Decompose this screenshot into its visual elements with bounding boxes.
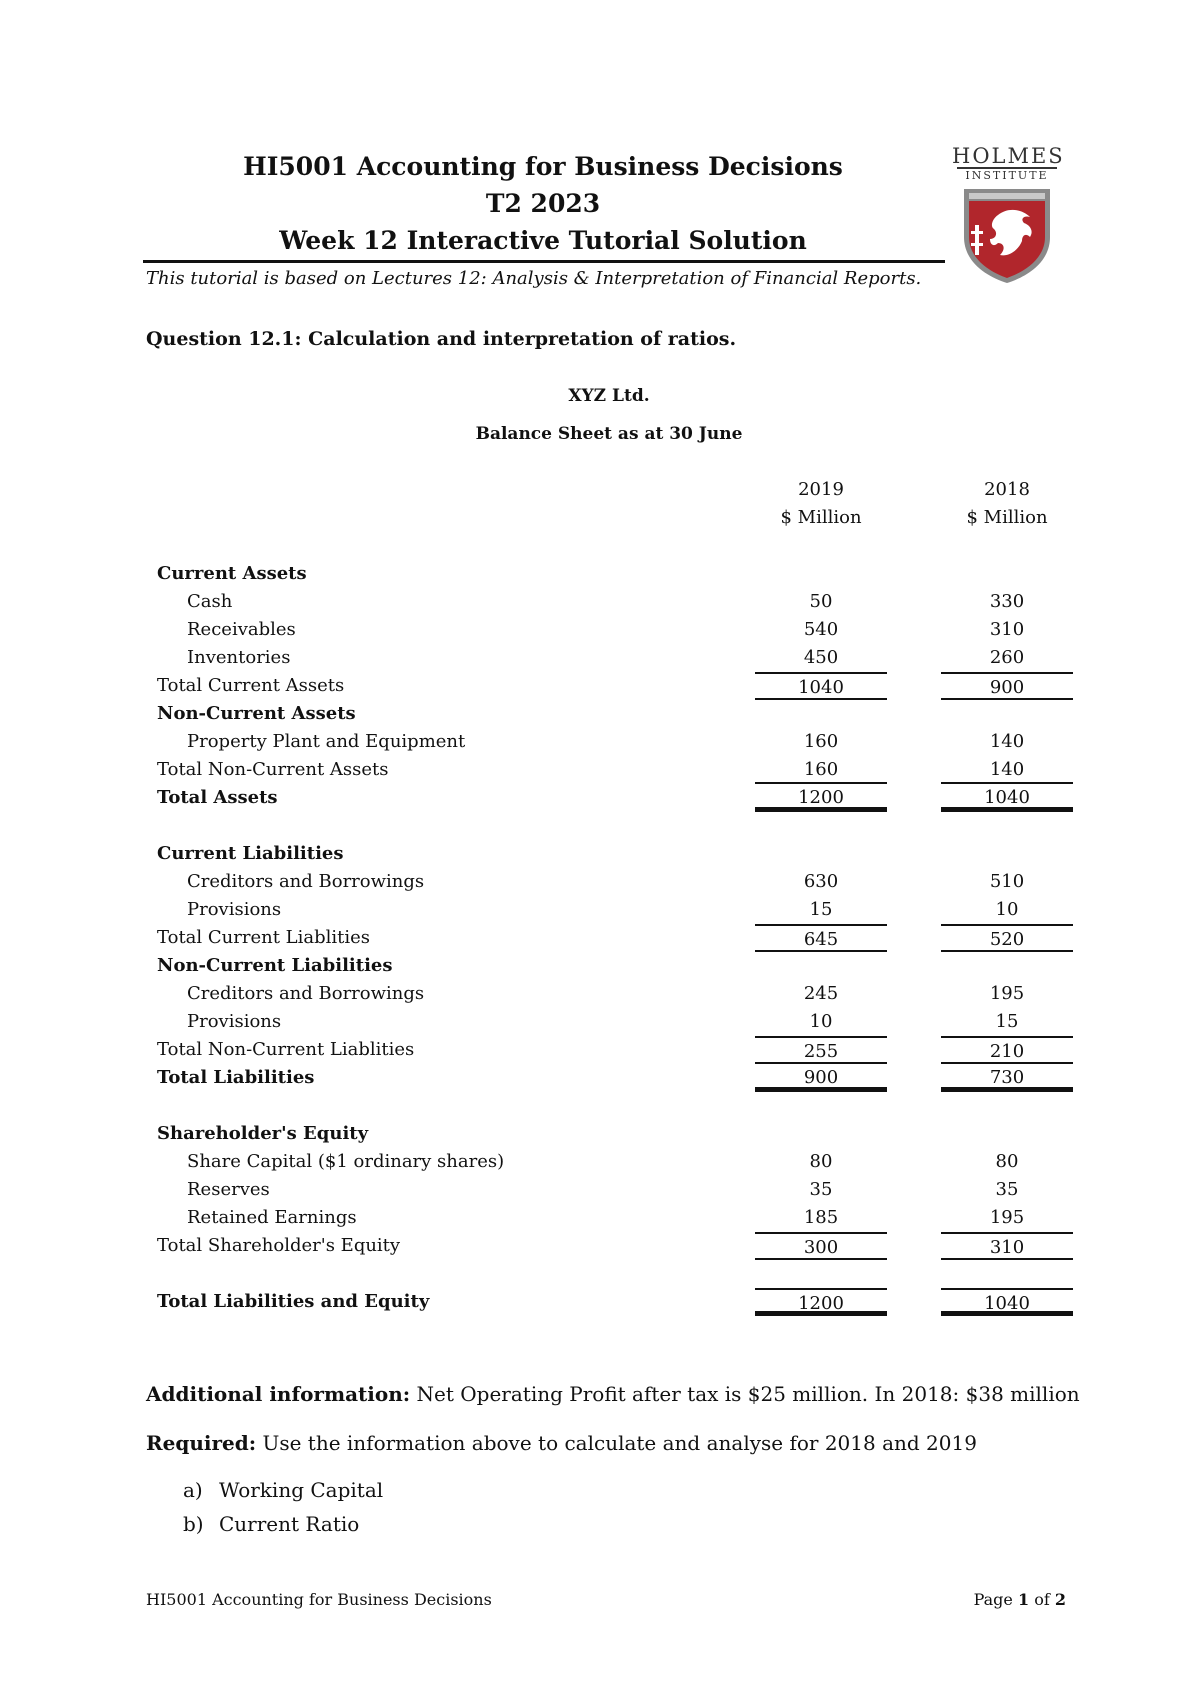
table-row bbox=[157, 1120, 1087, 1148]
column-header-unit bbox=[157, 504, 1087, 532]
holmes-logo bbox=[952, 144, 1065, 285]
table-row bbox=[157, 1148, 1087, 1176]
requirement-list bbox=[183, 1473, 383, 1541]
section-heading: Current Assets bbox=[157, 563, 307, 584]
table-row bbox=[157, 868, 1087, 896]
cell-2018: 195 bbox=[989, 983, 1025, 1004]
page-word: Page bbox=[973, 1590, 1018, 1609]
row-label: Total Current Assets bbox=[157, 675, 345, 696]
logo-name: HOLMES bbox=[952, 144, 1065, 168]
table-row bbox=[157, 896, 1087, 924]
table-row bbox=[157, 1008, 1087, 1036]
cell-2019: 300 bbox=[755, 1232, 887, 1260]
list-marker: b) bbox=[183, 1512, 204, 1536]
column-header-year bbox=[157, 476, 1087, 504]
row-label: Total Current Liablities bbox=[157, 927, 371, 948]
row-label: Total Shareholder's Equity bbox=[157, 1235, 401, 1256]
cell-2019: 450 bbox=[803, 647, 839, 668]
balance-sheet-table bbox=[157, 476, 1087, 1316]
company-name: XYZ Ltd. bbox=[568, 386, 650, 406]
cell-2018: 15 bbox=[995, 1011, 1019, 1032]
table-row bbox=[157, 1288, 1087, 1316]
table-row bbox=[157, 1064, 1087, 1092]
term-title: T2 2023 bbox=[485, 189, 601, 218]
cell-2019: 160 bbox=[803, 731, 839, 752]
row-label: Provisions bbox=[187, 899, 282, 920]
section-heading: Non-Current Assets bbox=[157, 703, 356, 724]
row-label: Total Liabilities and Equity bbox=[157, 1291, 430, 1312]
question-heading: Question 12.1: Calculation and interpretation of ratios. bbox=[146, 328, 737, 350]
cell-2018: 195 bbox=[989, 1207, 1025, 1228]
table-row bbox=[157, 728, 1087, 756]
table-row bbox=[157, 588, 1087, 616]
cell-2019: 185 bbox=[803, 1207, 839, 1228]
col-year-2019: 2019 bbox=[798, 479, 844, 500]
table-row bbox=[157, 980, 1087, 1008]
page-number bbox=[974, 1590, 1066, 1609]
cell-2018: 730 bbox=[941, 1064, 1073, 1092]
table-row bbox=[157, 616, 1087, 644]
row-label: Creditors and Borrowings bbox=[187, 983, 425, 1004]
cell-2018: 1040 bbox=[941, 784, 1073, 812]
shield-icon bbox=[960, 185, 1054, 285]
row-label: Total Liabilities bbox=[157, 1067, 315, 1088]
cell-2019: 80 bbox=[809, 1151, 833, 1172]
list-marker: a) bbox=[183, 1478, 203, 1502]
required-statement bbox=[146, 1431, 977, 1455]
cell-2018: 210 bbox=[941, 1036, 1073, 1064]
row-label: Property Plant and Equipment bbox=[187, 731, 466, 752]
table-row bbox=[157, 756, 1087, 784]
cell-2018: 330 bbox=[989, 591, 1025, 612]
tutorial-subtitle: This tutorial is based on Lectures 12: Analysis & Interpretation of Financial Reports. bbox=[146, 268, 922, 289]
row-label: Cash bbox=[187, 591, 233, 612]
table-row bbox=[157, 1232, 1087, 1260]
row-label: Reserves bbox=[187, 1179, 270, 1200]
list-item bbox=[183, 1507, 383, 1541]
cell-2018: 80 bbox=[995, 1151, 1019, 1172]
title-rule bbox=[143, 260, 945, 263]
list-text: Current Ratio bbox=[219, 1512, 360, 1536]
additional-text: Net Operating Profit after tax is $25 million. In 2018: $38 million bbox=[410, 1382, 1080, 1406]
cell-2019: 900 bbox=[755, 1064, 887, 1092]
table-row bbox=[157, 700, 1087, 728]
cell-2018: 35 bbox=[995, 1179, 1019, 1200]
cell-2018: 310 bbox=[989, 619, 1025, 640]
table-row bbox=[157, 560, 1087, 588]
cell-2019: 1200 bbox=[755, 784, 887, 812]
table-row bbox=[157, 840, 1087, 868]
list-item bbox=[183, 1473, 383, 1507]
week-title: Week 12 Interactive Tutorial Solution bbox=[279, 226, 807, 255]
cell-2019: 645 bbox=[755, 924, 887, 952]
cell-2018: 140 bbox=[941, 756, 1073, 784]
cell-2018: 900 bbox=[941, 672, 1073, 700]
cell-2018: 310 bbox=[941, 1232, 1073, 1260]
table-row bbox=[157, 1204, 1087, 1232]
additional-information bbox=[146, 1382, 1080, 1406]
total-pages: 2 bbox=[1054, 1590, 1066, 1609]
cell-2019: 35 bbox=[809, 1179, 833, 1200]
section-heading: Shareholder's Equity bbox=[157, 1123, 369, 1144]
cell-2019: 1200 bbox=[755, 1288, 887, 1316]
col-unit-2018: $ Million bbox=[966, 507, 1048, 528]
row-label: Total Assets bbox=[157, 787, 278, 808]
cell-2018: 10 bbox=[995, 899, 1019, 920]
cell-2019: 50 bbox=[809, 591, 833, 612]
list-text: Working Capital bbox=[219, 1478, 384, 1502]
row-label: Total Non-Current Liablities bbox=[157, 1039, 415, 1060]
row-label: Provisions bbox=[187, 1011, 282, 1032]
section-heading: Non-Current Liabilities bbox=[157, 955, 393, 976]
additional-label: Additional information: bbox=[146, 1382, 411, 1406]
cell-2019: 10 bbox=[809, 1011, 833, 1032]
cell-2018: 140 bbox=[989, 731, 1025, 752]
row-label: Share Capital ($1 ordinary shares) bbox=[187, 1151, 505, 1172]
row-label: Retained Earnings bbox=[187, 1207, 357, 1228]
footer-course: HI5001 Accounting for Business Decisions bbox=[146, 1590, 492, 1609]
section-heading: Current Liabilities bbox=[157, 843, 344, 864]
cell-2018: 510 bbox=[989, 871, 1025, 892]
table-row bbox=[157, 924, 1087, 952]
row-label: Inventories bbox=[187, 647, 291, 668]
cell-2018: 260 bbox=[989, 647, 1025, 668]
document-title bbox=[143, 148, 943, 259]
col-unit-2019: $ Million bbox=[780, 507, 862, 528]
required-label: Required: bbox=[146, 1431, 257, 1455]
of-word: of bbox=[1029, 1590, 1055, 1609]
required-text: Use the information above to calculate and analyse for 2018 and 2019 bbox=[256, 1431, 977, 1455]
cell-2019: 160 bbox=[755, 756, 887, 784]
cell-2019: 255 bbox=[755, 1036, 887, 1064]
table-row bbox=[157, 644, 1087, 672]
current-page: 1 bbox=[1017, 1590, 1030, 1609]
col-year-2018: 2018 bbox=[984, 479, 1030, 500]
cell-2019: 245 bbox=[803, 983, 839, 1004]
course-title: HI5001 Accounting for Business Decisions bbox=[243, 152, 843, 181]
row-label: Receivables bbox=[187, 619, 296, 640]
cell-2019: 630 bbox=[803, 871, 839, 892]
statement-title: Balance Sheet as at 30 June bbox=[475, 424, 743, 444]
cell-2019: 15 bbox=[809, 899, 833, 920]
cell-2019: 1040 bbox=[755, 672, 887, 700]
cell-2018: 520 bbox=[941, 924, 1073, 952]
table-row bbox=[157, 784, 1087, 812]
table-row bbox=[157, 672, 1087, 700]
cell-2018: 1040 bbox=[941, 1288, 1073, 1316]
row-label: Creditors and Borrowings bbox=[187, 871, 425, 892]
table-row bbox=[157, 1036, 1087, 1064]
logo-sub: INSTITUTE bbox=[957, 167, 1057, 183]
table-row bbox=[157, 952, 1087, 980]
cell-2019: 540 bbox=[803, 619, 839, 640]
table-row bbox=[157, 1176, 1087, 1204]
row-label: Total Non-Current Assets bbox=[157, 759, 389, 780]
